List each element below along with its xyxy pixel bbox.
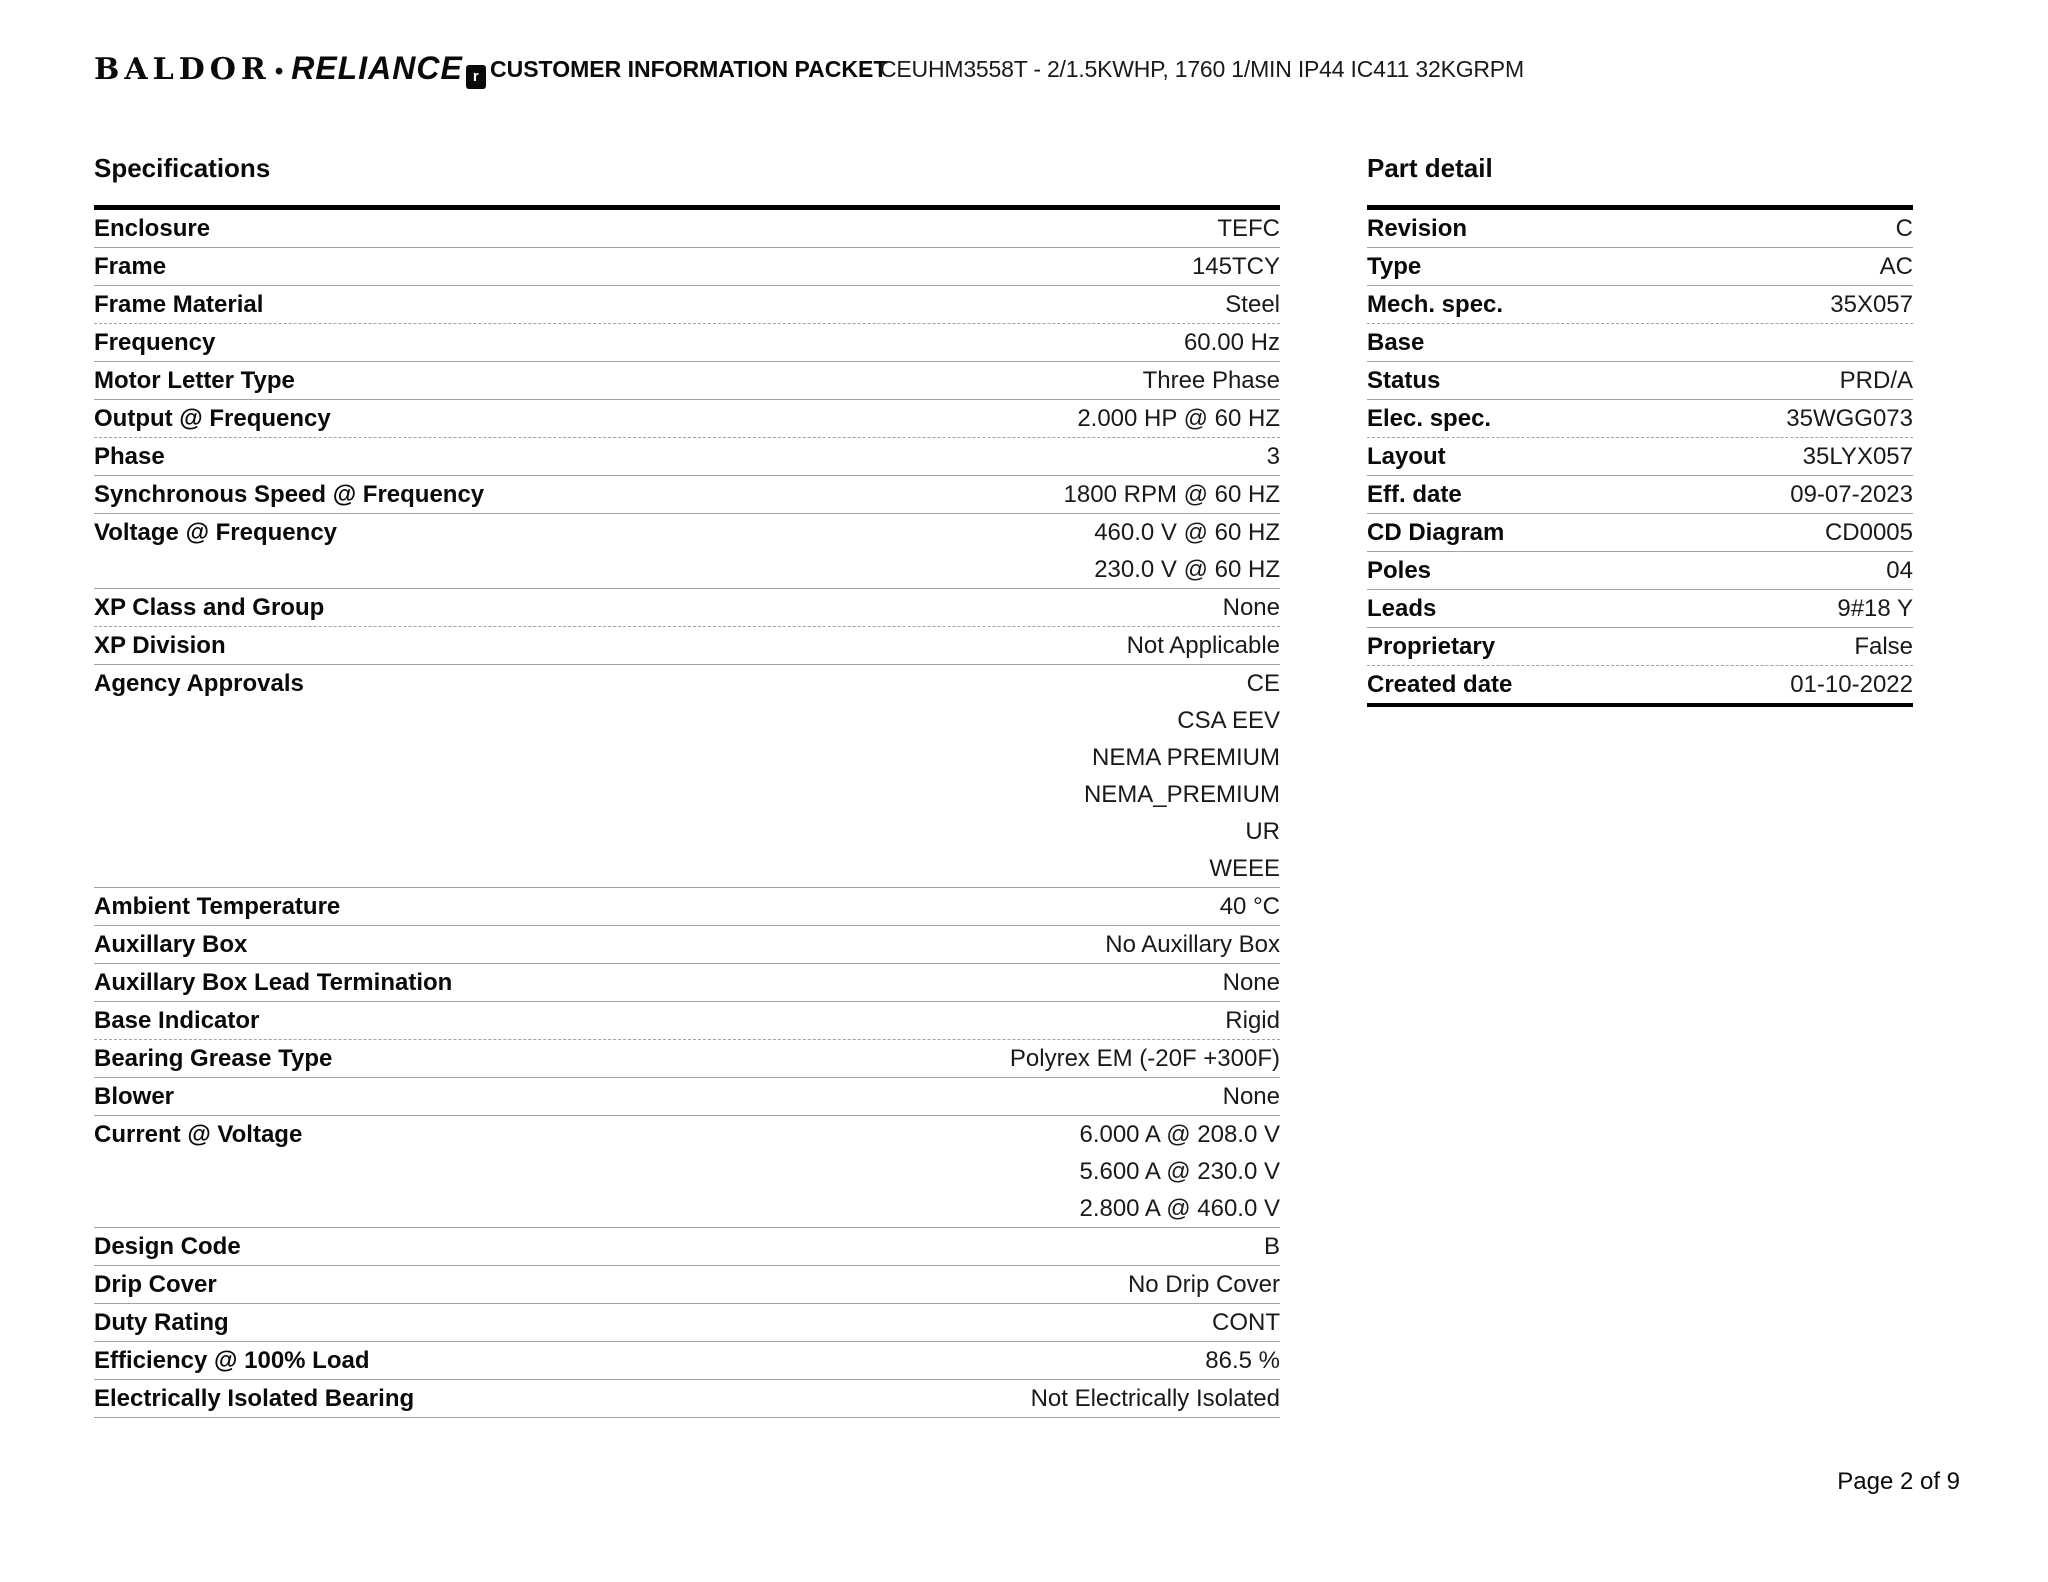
table-row (94, 1078, 1280, 1116)
table-row (94, 589, 1280, 627)
row-value: 35X057 (1830, 291, 1913, 318)
row-label: Motor Letter Type (94, 367, 295, 394)
table-row (94, 1380, 1280, 1418)
row-values (1184, 324, 1280, 361)
table-row (94, 1266, 1280, 1304)
row-label: Created date (1367, 671, 1513, 698)
row-values (1010, 1040, 1280, 1077)
row-values (1143, 362, 1280, 399)
row-value: CSA EEV (1177, 707, 1280, 734)
row-value: Three Phase (1142, 367, 1280, 394)
row-value: Not Electrically Isolated (1030, 1385, 1280, 1412)
row-label: Base Indicator (94, 1007, 260, 1034)
row-label: Synchronous Speed @ Frequency (94, 481, 485, 508)
row-values (1064, 476, 1280, 513)
table-row (1367, 552, 1913, 590)
part-detail-table (1367, 205, 1913, 707)
row-value: Steel (1225, 291, 1280, 318)
table-row (94, 514, 1280, 589)
table-row (1367, 362, 1913, 400)
row-values (1790, 476, 1913, 513)
row-label: Auxillary Box Lead Termination (94, 969, 453, 996)
row-value: 145TCY (1191, 253, 1280, 280)
row-label: Efficiency @ 100% Load (94, 1347, 370, 1374)
row-values (1786, 400, 1913, 437)
row-label: Agency Approvals (94, 670, 304, 697)
row-label: Enclosure (94, 215, 211, 242)
row-label: Drip Cover (94, 1271, 217, 1298)
table-row (1367, 666, 1913, 707)
row-label: Eff. date (1367, 481, 1462, 508)
row-value: 460.0 V @ 60 HZ (1094, 519, 1280, 546)
row-values (1077, 400, 1280, 437)
row-label: XP Class and Group (94, 594, 325, 621)
table-row (94, 926, 1280, 964)
row-value: 230.0 V @ 60 HZ (1094, 556, 1280, 583)
table-row (94, 665, 1280, 888)
table-row (1367, 286, 1913, 324)
table-row (1367, 628, 1913, 666)
row-values (1223, 589, 1280, 626)
row-values (1105, 926, 1280, 963)
row-values (1094, 514, 1280, 588)
row-values (1084, 665, 1280, 887)
row-values (1825, 514, 1913, 551)
row-value: 3 (1266, 443, 1280, 470)
row-value: CE (1246, 670, 1280, 697)
row-label: CD Diagram (1367, 519, 1505, 546)
row-value: NEMA PREMIUM (1091, 744, 1280, 771)
row-value: 2.800 A @ 460.0 V (1079, 1195, 1280, 1222)
row-values (1264, 1228, 1280, 1265)
table-row (94, 1040, 1280, 1078)
row-values (1205, 1342, 1280, 1379)
row-values (1031, 1380, 1280, 1417)
row-value: None (1222, 1083, 1280, 1110)
row-label: Electrically Isolated Bearing (94, 1385, 415, 1412)
row-label: Mech. spec. (1367, 291, 1504, 318)
row-value: CONT (1212, 1309, 1280, 1336)
table-row (94, 1228, 1280, 1266)
row-value: C (1895, 215, 1913, 242)
row-label: Voltage @ Frequency (94, 519, 338, 546)
row-value: 9#18 Y (1837, 595, 1913, 622)
row-label: Frame Material (94, 291, 264, 318)
row-value: 09-07-2023 (1790, 481, 1913, 508)
row-value: AC (1879, 253, 1913, 280)
row-label: Frame (94, 253, 167, 280)
row-values (1220, 888, 1280, 925)
table-row (94, 400, 1280, 438)
row-values (1790, 666, 1913, 703)
row-values (1212, 1304, 1280, 1341)
row-values (1223, 1078, 1280, 1115)
document-title: CUSTOMER INFORMATION PACKET (490, 56, 888, 82)
page-header (94, 50, 1968, 90)
row-value: No Auxillary Box (1105, 931, 1280, 958)
table-row (94, 210, 1280, 248)
table-row (94, 362, 1280, 400)
row-value: 6.000 A @ 208.0 V (1079, 1121, 1280, 1148)
row-label: Auxillary Box (94, 931, 248, 958)
row-values (1127, 627, 1280, 664)
row-value: 5.600 A @ 230.0 V (1079, 1158, 1280, 1185)
table-row (94, 1116, 1280, 1228)
row-label: Layout (1367, 443, 1446, 470)
table-row (94, 248, 1280, 286)
table-row (94, 324, 1280, 362)
row-value: No Drip Cover (1127, 1271, 1280, 1298)
row-value: 04 (1886, 557, 1913, 584)
row-value: TEFC (1217, 215, 1280, 242)
row-label: Proprietary (1367, 633, 1496, 660)
table-row (94, 476, 1280, 514)
row-label: Frequency (94, 329, 216, 356)
row-values (1223, 964, 1280, 1001)
row-value: 35LYX057 (1802, 443, 1913, 470)
specifications-table (94, 205, 1280, 1418)
row-value: WEEE (1209, 855, 1280, 882)
row-values (1225, 1002, 1280, 1039)
logo-baldor-text: BALDOR (94, 52, 271, 87)
table-row (94, 1002, 1280, 1040)
row-values (1880, 248, 1913, 285)
table-row (1367, 248, 1913, 286)
row-value: None (1222, 594, 1280, 621)
table-row (1367, 514, 1913, 552)
row-label: Elec. spec. (1367, 405, 1492, 432)
row-label: Revision (1367, 215, 1468, 242)
row-value: CD0005 (1824, 519, 1913, 546)
row-label: Design Code (94, 1233, 241, 1260)
row-values (1192, 248, 1280, 285)
row-value: 01-10-2022 (1790, 671, 1913, 698)
table-row (94, 286, 1280, 324)
row-value: 2.000 HP @ 60 HZ (1077, 405, 1280, 432)
row-value: B (1263, 1233, 1280, 1260)
row-value: 40 °C (1219, 893, 1280, 920)
table-row (94, 964, 1280, 1002)
row-label: Output @ Frequency (94, 405, 331, 432)
table-row (1367, 210, 1913, 248)
row-value: Polyrex EM (-20F +300F) (1009, 1045, 1280, 1072)
row-values (1267, 438, 1280, 475)
table-row (1367, 438, 1913, 476)
row-values (1128, 1266, 1280, 1303)
row-label: Duty Rating (94, 1309, 229, 1336)
specifications-heading: Specifications (94, 153, 271, 183)
product-code: CEUHM3558T - 2/1.5KWHP, 1760 1/MIN IP44 IC411 32KGRPM (880, 56, 1524, 82)
row-value: NEMA_PREMIUM (1083, 781, 1280, 808)
row-value: Rigid (1225, 1007, 1280, 1034)
table-row (94, 438, 1280, 476)
table-row (94, 1304, 1280, 1342)
row-values (1803, 438, 1913, 475)
row-values (1840, 362, 1913, 399)
row-value: PRD/A (1839, 367, 1913, 394)
row-value: 35WGG073 (1786, 405, 1913, 432)
reliance-trademark-icon: r (466, 65, 486, 89)
row-label: Phase (94, 443, 165, 470)
baldor-reliance-logo (94, 50, 486, 87)
row-value: None (1222, 969, 1280, 996)
row-label: Base (1367, 329, 1425, 356)
table-row (94, 1342, 1280, 1380)
row-values (1225, 286, 1280, 323)
logo-dot-separator: • (274, 58, 284, 85)
table-row (1367, 400, 1913, 438)
row-values (1896, 210, 1913, 247)
table-row (94, 888, 1280, 926)
row-value: Not Applicable (1126, 632, 1280, 659)
row-label: Current @ Voltage (94, 1121, 303, 1148)
row-label: Ambient Temperature (94, 893, 341, 920)
row-value: UR (1245, 818, 1280, 845)
row-values (1837, 590, 1913, 627)
part-detail-heading: Part detail (1367, 153, 1493, 183)
row-label: Status (1367, 367, 1441, 394)
row-value: False (1854, 633, 1913, 660)
row-values (1854, 628, 1913, 665)
row-values (1217, 210, 1280, 247)
logo-reliance-text: RELIANCE (291, 50, 463, 86)
row-value: 60.00 Hz (1183, 329, 1280, 356)
row-label: Poles (1367, 557, 1432, 584)
row-values (1079, 1116, 1280, 1227)
table-row (1367, 324, 1913, 362)
page-number: Page 2 of 9 (1837, 1468, 1960, 1495)
table-row (94, 627, 1280, 665)
row-label: Bearing Grease Type (94, 1045, 333, 1072)
row-values (1886, 552, 1913, 589)
row-value: 1800 RPM @ 60 HZ (1063, 481, 1280, 508)
table-row (1367, 590, 1913, 628)
row-label: Leads (1367, 595, 1437, 622)
row-value: 86.5 % (1205, 1347, 1280, 1374)
row-label: XP Division (94, 632, 226, 659)
row-label: Type (1367, 253, 1422, 280)
row-label: Blower (94, 1083, 175, 1110)
row-values (1830, 286, 1913, 323)
table-row (1367, 476, 1913, 514)
